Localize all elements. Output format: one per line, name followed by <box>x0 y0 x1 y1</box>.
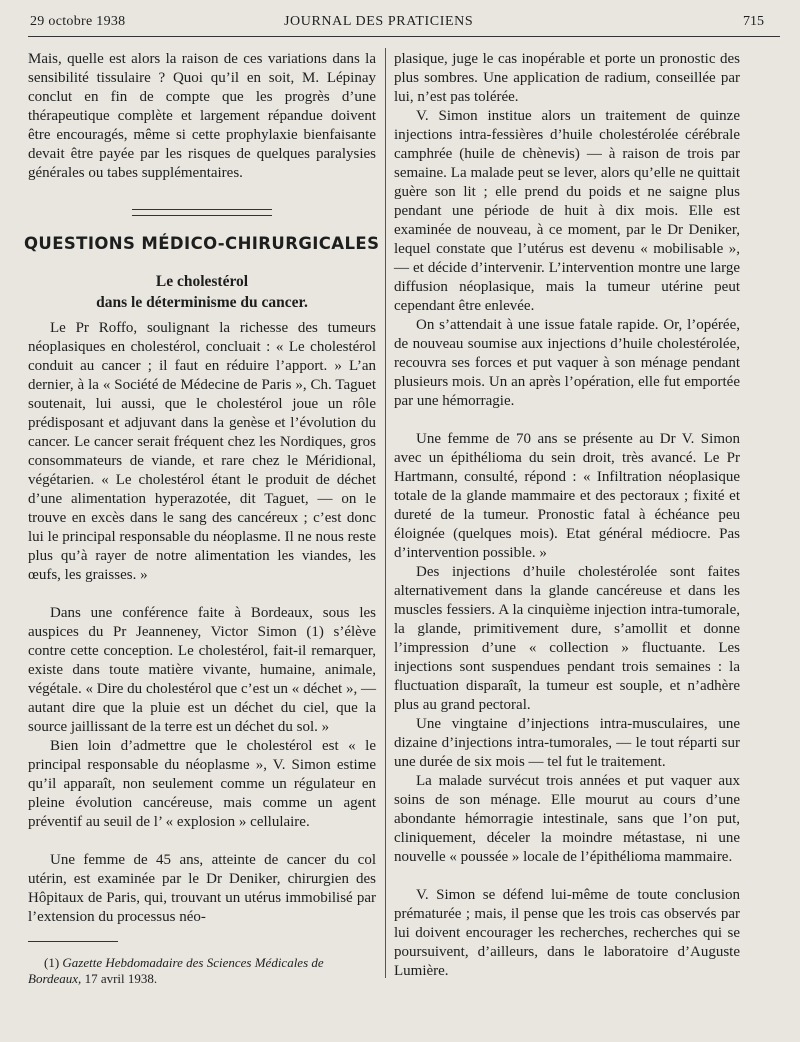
footnote-rule <box>28 941 118 942</box>
section-title: QUESTIONS MÉDICO-CHIRURGICALES <box>24 234 380 253</box>
issue-date: 29 octobre 1938 <box>30 14 126 29</box>
footnote-number: (1) <box>44 955 60 970</box>
footnote <box>28 955 376 987</box>
right-column <box>394 50 740 981</box>
paragraph: Une femme de 70 ans se présente au Dr V. Simon avec un épithélioma du sein droit, très avancé. Le Pr Hartmann, consulté, répond : « Infiltration néoplasique totale de la glande mammaire et des pectoraux ; fixité et dureté de la tumeur. Pronostic fatal à échéance peu éloignée (quelques mois). Etat général médiocre. Pas d’intervention possible. » <box>394 431 740 561</box>
page-number: 715 <box>743 14 764 29</box>
paragraph: On s’attendait à une issue fatale rapide. Or, l’opérée, de nouveau soumise aux injections d’huile cholestérolée, recouvra ses forces et put vaquer à son ménage pendant plusieurs mois. Un an après l’opération, elle fut emportée par une hémorragie. <box>394 317 740 409</box>
paragraph: V. Simon se défend lui-même de toute conclusion prématurée ; mais, il pense que les trois cas observés par lui doivent encourager les recherches, recherches qui se poursuivent, d’ailleurs, dans le laboratoire d’Auguste Lumière. <box>394 887 740 979</box>
paragraph: La malade survécut trois années et put vaquer aux soins de son ménage. Elle mourut au cours d’une abondante hémorragie intestinale, sans que l’on put, cliniquement, déceler la moindre métastase, ni une nouvelle « poussée » locale de l’épithélioma mammaire. <box>394 773 740 865</box>
left-column <box>24 50 380 1000</box>
article-title <box>28 271 376 313</box>
page-header <box>30 14 778 36</box>
section-divider <box>132 209 272 216</box>
paragraph: plasique, juge le cas inopérable et porte un pronostic des plus sombres. Une application de radium, conseillée par lui, n’est pas tolérée. <box>394 51 740 105</box>
paragraph: Une vingtaine d’injections intra-musculaires, une dizaine d’injections intra-tumorales, — le tout réparti sur une durée de six mois — tel fut le traitement. <box>394 716 740 770</box>
paragraph: Des injections d’huile cholestérolée sont faites alternativement dans la glande cancéreuse et dans les muscles fessiers. A la cinquième injection intra-tumorale, la glande, primitivement dure, s’amollit et donne l’impression d’une « collection » fluctuante. Les injections sont suspendues pendant trois semaines : la fluctuation disparaît, la tumeur est souple, et n’adhère plus au grand pectoral. <box>394 564 740 713</box>
header-rule <box>28 36 780 37</box>
paragraph: Dans une conférence faite à Bordeaux, sous les auspices du Pr Jeanneney, Victor Simon (1) s’élève contre cette conception. Le cholestérol, fait-il remarquer, existe dans toute matière vivante, humaine, animale, végétale. « Dire du cholestérol que c’est un « déchet », — autant dire que la pluie est un déchet du ciel, que la source jaillissant de la terre est un déchet du sol. » <box>28 605 376 735</box>
article-title-line-2: dans le déterminisme du cancer. <box>96 294 308 311</box>
column-divider <box>385 48 386 978</box>
article-title-line-1: Le cholestérol <box>155 273 249 290</box>
footnote-date: 17 avril 1938. <box>84 971 158 986</box>
paragraph: Le Pr Roffo, soulignant la richesse des tumeurs néoplasiques en cholestérol, concluait : « Le cholestérol conduit au cancer ; il faut en réduire l’apport. » L’an dernier, à la « Société de Médecine de Paris », Ch. Taguet soutenait, lui aussi, que le cholestérol joue un rôle prédisposant et adjuvant dans la genèse et l’évolution du cancer. Le cancer serait fréquent chez les Nordiques, gros consommateurs de viande, et rare chez le Méridional, végétarien. « Le cholestérol étant le produit de déchet d’une alimentation hyperazotée, dit Taguet, — on le trouve en excès dans le sang des cancéreux ; c’est donc lui le principal responsable du néoplasme. Il ne nous reste plus qu’à rayer de notre alimentation les viandes, les œufs, les graisses. » <box>28 320 376 583</box>
paragraph: Mais, quelle est alors la raison de ces variations dans la sensibilité tissulaire ? Quoi qu’il en soit, M. Lépinay conclut en fin de compte que les progrès d’une thérapeutique complète et largement répandue doivent être encouragés, même si cette prophylaxie bienfaisante devait être payée par les risques de quelques paralysies générales ou tabes supplémentaires. <box>28 51 376 181</box>
paragraph: V. Simon institue alors un traitement de quinze injections intra-fessières d’huile cholestérolée cérébrale camphrée (huile de chènevis) — à raison de trois par semaine. La malade peut se lever, alors qu’elle ne quittait guère son lit ; elle prend du poids et ne saigne plus pendant une période de huit à dix mois. Elle est examinée de nouveau, à ce moment, par le Dr Deniker, lequel constate que l’utérus est devenu « mobilisable », — et décide d’intervenir. L’intervention montre une large diffusion néoplasique, mais la tumeur utérine peut cependant être enlevée. <box>394 108 740 314</box>
paragraph: Une femme de 45 ans, atteinte de cancer du col utérin, est examinée par le Dr Deniker, chirurgien des Hôpitaux de Paris, qui, trouvant un utérus immobilisé par l’extension du processus néo- <box>28 852 376 925</box>
paragraph: Bien loin d’admettre que le cholestérol est « le principal responsable du néoplasme », V. Simon estime qu’il apparaît, non seulement comme un régulateur en pleine évolution cancéreuse, mais comme un agent préventif au seuil de l’ « explosion » cellulaire. <box>28 738 376 830</box>
footnote-source: Gazette Hebdomadaire des Sciences Médicales de Bordeaux, <box>28 955 324 986</box>
journal-title: JOURNAL DES PRATICIENS <box>284 14 474 29</box>
